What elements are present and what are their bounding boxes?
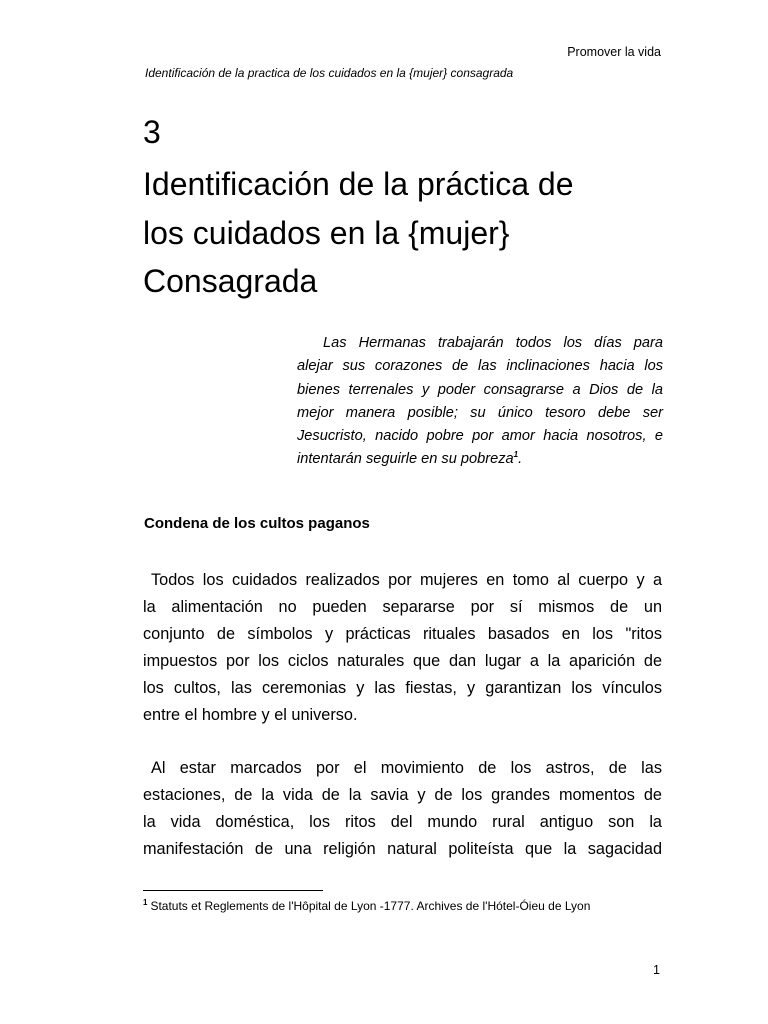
epigraph-line: mejor manera posible; su único tesoro debe ser (297, 404, 663, 421)
epigraph-line-last (297, 448, 663, 471)
footnote-reference[interactable]: 1 (513, 450, 519, 460)
paragraph-line: la vida doméstica, los ritos del mundo rural antiguo son la (143, 813, 662, 831)
running-header-right: Promover la vida (567, 45, 661, 59)
footnote-separator (143, 890, 323, 891)
paragraph-line: Al estar marcados por el movimiento de los astros, de las (151, 759, 662, 777)
footnote (143, 897, 590, 915)
footnote-text: Statuts et Reglements de l'Hôpital de Lyon -1777. Archives de l'Hótel-Óieu de Lyon (150, 899, 591, 913)
epigraph-trailing-period: . (518, 451, 523, 468)
paragraph-line: estaciones, de la vida de la savia y de los grandes momentos de (143, 786, 662, 804)
paragraph-line: Todos los cuidados realizados por mujeres en tomo al cuerpo y a (151, 571, 662, 589)
paragraph-line: impuestos por los ciclos naturales que dan lugar a la aparición de (143, 652, 662, 670)
section-heading: Condena de los cultos paganos (144, 515, 370, 532)
paragraph-line: la alimentación no pueden separarse por sí mismos de un (143, 598, 662, 616)
chapter-title-line: los cuidados en la {mujer} (143, 214, 510, 251)
epigraph-line: alejar sus corazones de las inclinaciones hacia los (297, 358, 663, 375)
paragraph-line: manifestación de una religión natural politeísta que la sagacidad (143, 840, 662, 858)
epigraph-line: bienes terrenales y poder consagrarse a Dios de la (297, 381, 663, 398)
chapter-number: 3 (143, 114, 161, 150)
paragraph-line: entre el hombre y el universo. (143, 706, 358, 724)
epigraph-line-text: intentarán seguirle en su pobreza (297, 451, 514, 468)
paragraph-line: conjunto de símbolos y prácticas rituales basados en los "ritos (143, 625, 662, 643)
chapter-title-line: Consagrada (143, 263, 318, 299)
epigraph-line: Jesucristo, nacido pobre por amor hacia nosotros, e (297, 428, 663, 445)
chapter-title (143, 160, 663, 306)
body-paragraph (143, 755, 662, 863)
epigraph-line: Las Hermanas trabajarán todos los días para (323, 335, 663, 351)
paragraph-line: los cultos, las ceremonias y las fiestas, y garantizan los vínculos (143, 679, 662, 697)
epigraph (297, 332, 663, 472)
running-header-left: Identificación de la practica de los cuidados en la {mujer} consagrada (145, 66, 514, 80)
chapter-title-line: Identificación de la práctica de (143, 166, 574, 202)
page-number: 1 (653, 963, 660, 977)
body-paragraph (143, 567, 662, 729)
footnote-number: 1 (143, 898, 148, 907)
